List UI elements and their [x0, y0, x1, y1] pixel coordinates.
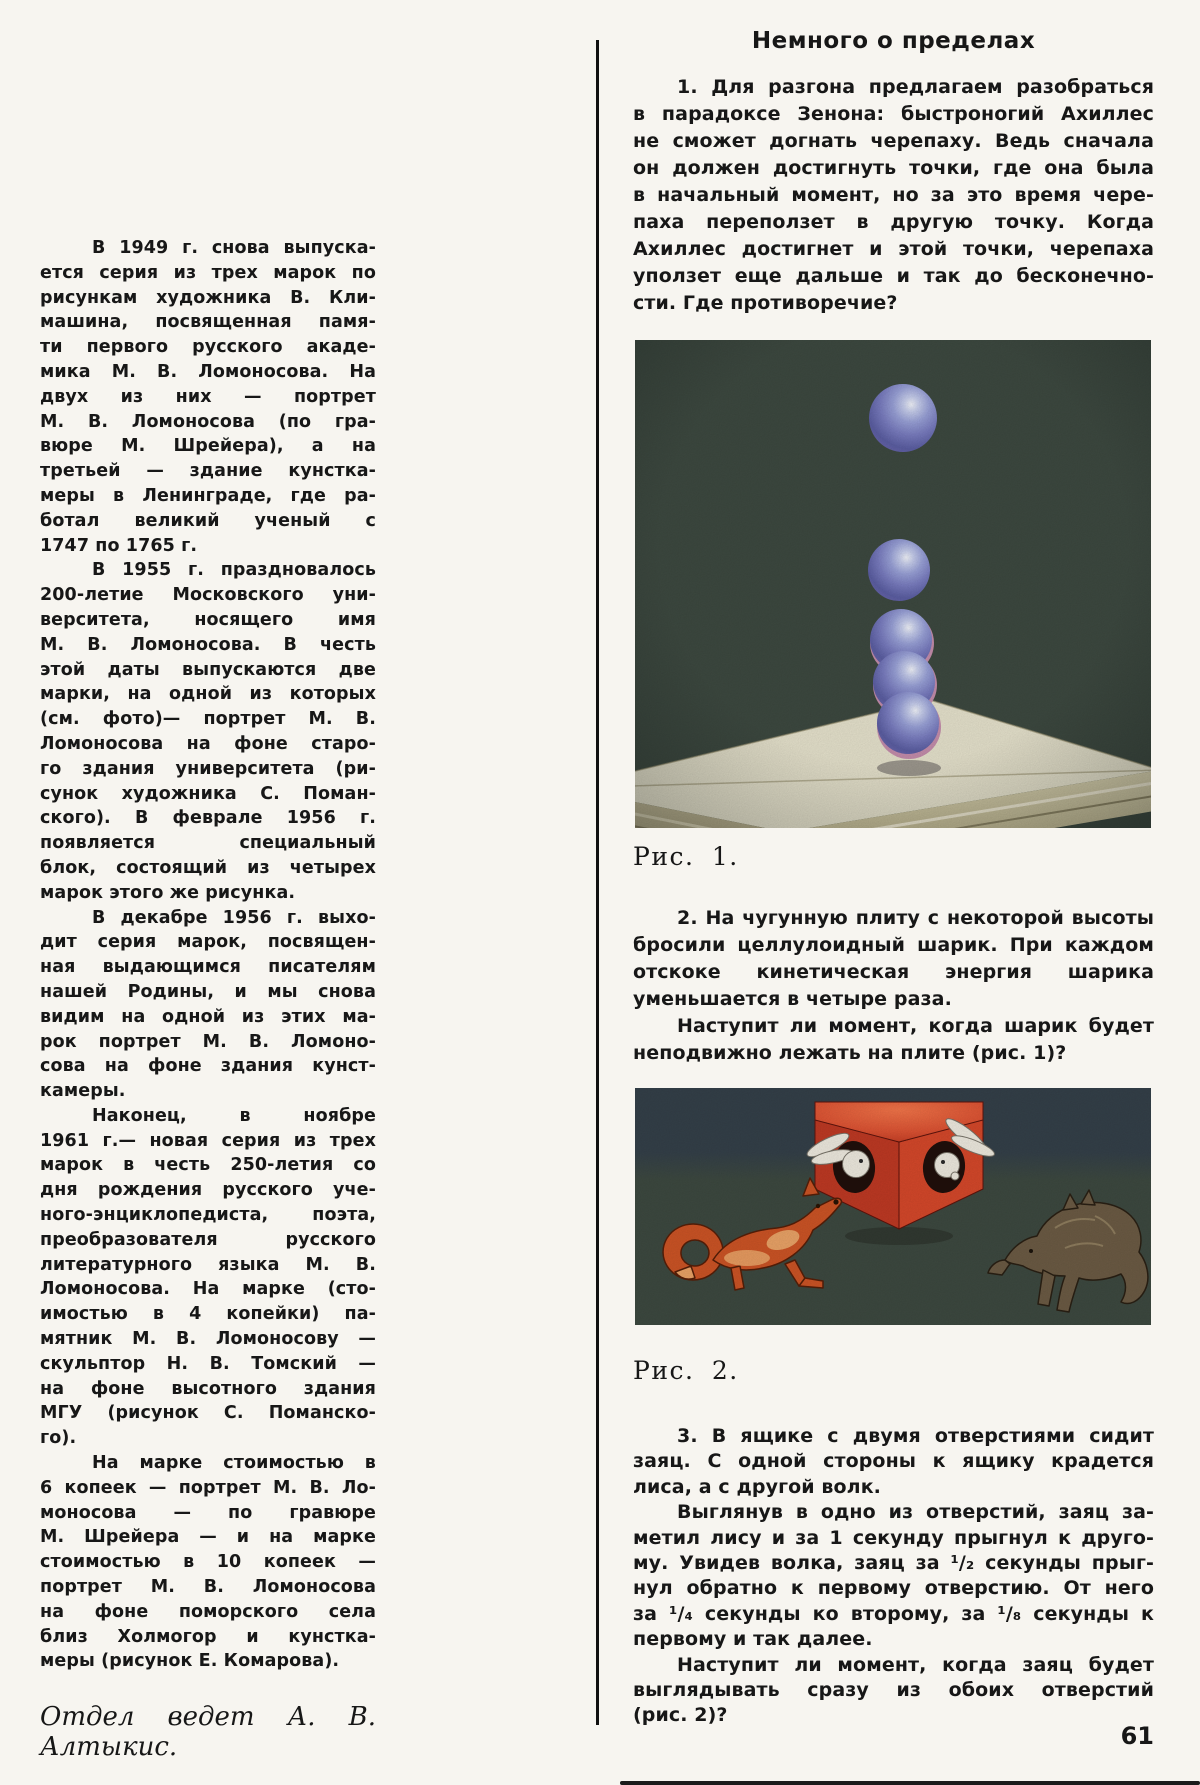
figure-2-illustration	[633, 1088, 1154, 1325]
text-line: мика М. В. Ломоносова. На	[40, 361, 376, 382]
text-line: неподвижно лежать на плите (рис. 1)?	[633, 1042, 1067, 1064]
text-line: третьей — здание кунстка-	[40, 461, 376, 482]
text-line: имостью в 4 копейки) па-	[40, 1304, 376, 1325]
problem-2-text	[633, 905, 1154, 1067]
text-line: первому и так далее.	[633, 1628, 873, 1651]
text-line: Выглянув в одно из отверстий, заяц за-	[677, 1501, 1154, 1524]
text-line: камеры.	[40, 1081, 126, 1102]
text-line: На марке стоимостью в	[92, 1453, 376, 1474]
text-line: двух из них — портрет	[40, 386, 376, 407]
text-line: вюре М. Шрейера), а на	[40, 436, 376, 457]
text-line: появляется специальный	[40, 833, 376, 854]
article-title: Немного о пределах	[751, 28, 1036, 54]
text-line: 3. В ящике с двумя отверстиями сидит	[677, 1425, 1154, 1447]
text-line: метил лису и за 1 секунду прыгнул к друго-	[633, 1526, 1154, 1549]
text-line: марок в честь 250-летия со	[40, 1155, 376, 1176]
text-line: В декабре 1956 г. выхо-	[92, 907, 376, 928]
text-line: уползет еще дальше и так до бесконечно-	[633, 265, 1154, 287]
text-line: на фоне поморского села	[40, 1601, 376, 1622]
text-line: меры (рисунок Е. Комарова).	[40, 1651, 340, 1672]
text-line: го здания университета (ри-	[40, 758, 376, 779]
text-line: скульптор Н. В. Томский —	[40, 1353, 376, 1374]
text-line: ботал великий ученый с	[40, 510, 376, 531]
text-line: (рис. 2)?	[633, 1704, 728, 1727]
text-line: В 1949 г. снова выпуска-	[92, 238, 376, 258]
text-line: сти. Где противоречие?	[633, 292, 898, 314]
text-line: го).	[40, 1428, 77, 1449]
text-line: близ Холмогор и кунстка-	[40, 1626, 376, 1647]
text-line: Ломоносова. На марке (сто-	[40, 1279, 376, 1300]
department-credit: Отдел ведет А. В. Алтыкис.	[40, 1702, 376, 1762]
text-line: литературного языка М. В.	[40, 1254, 376, 1275]
text-line: этой даты выпускаются две	[40, 659, 376, 680]
text-line: мятник М. В. Ломоносову —	[40, 1329, 376, 1350]
paragraph	[633, 905, 1154, 1013]
text-line: сова на фоне здания кунст-	[40, 1056, 376, 1077]
paragraph	[40, 1451, 376, 1674]
text-line: блок, состоящий из четырех	[40, 857, 376, 878]
text-line: 1. Для разгона предлагаем разобраться	[677, 76, 1154, 98]
text-line: меры в Ленинграде, где ра-	[40, 485, 376, 506]
text-line: (см. фото)— портрет М. В.	[40, 709, 376, 730]
text-line: отскоке кинетическая энергия шарика	[633, 961, 1154, 983]
text-line: 2. На чугунную плиту с некоторой высоты	[677, 907, 1154, 929]
text-line: М. В. Ломоносова (по гра-	[40, 411, 376, 432]
paragraph	[633, 1424, 1154, 1500]
text-line: дит серия марок, посвящен-	[40, 932, 376, 953]
text-line: М. В. Ломоносова. В честь	[40, 634, 376, 655]
text-line: Ломоносова на фоне старо-	[40, 733, 376, 754]
text-line: портрет М. В. Ломоносова	[40, 1577, 376, 1598]
text-line: Ахиллес достигнет и этой точки, черепаха	[633, 238, 1154, 260]
paragraph	[633, 1500, 1154, 1652]
text-line: он должен достигнуть точки, где она была	[633, 157, 1154, 179]
text-line: дня рождения русского уче-	[40, 1180, 376, 1201]
text-line: 1747 по 1765 г.	[40, 535, 198, 556]
text-line: В 1955 г. праздновалось	[92, 560, 376, 581]
text-line: паха переползет в другую точку. Когда	[633, 211, 1154, 233]
bouncing-ball-image	[635, 340, 1151, 828]
text-line: му. Увидев волка, заяц за ¹/₂ секунды прыг-	[633, 1552, 1154, 1575]
text-line: 6 копеек — портрет М. В. Ло-	[40, 1477, 376, 1498]
right-column	[633, 0, 1154, 1785]
text-line: 200-летие Московского уни-	[40, 585, 376, 606]
left-column-text	[40, 236, 376, 1674]
paragraph	[633, 74, 1154, 317]
text-line: рисункам художника В. Кли-	[40, 287, 376, 308]
text-line: сунок художника С. Поман-	[40, 783, 376, 804]
problem-1-text	[633, 74, 1154, 317]
paragraph	[633, 1013, 1154, 1067]
text-line: ется серия из трех марок по	[40, 262, 376, 283]
text-line: Наступит ли момент, когда шарик будет	[677, 1015, 1154, 1037]
text-line: преобразователя русского	[40, 1229, 376, 1250]
text-line: заяц. С одной стороны к ящику крадется	[633, 1450, 1154, 1473]
text-line: стоимостью в 10 копеек —	[40, 1552, 376, 1573]
text-line: 1961 г.— новая серия из трех	[40, 1130, 376, 1151]
figure-1-caption: Рис. 1.	[633, 842, 739, 871]
text-line: уменьшается в четыре раза.	[633, 988, 952, 1010]
problem-3-text	[633, 1424, 1154, 1729]
text-line: нашей Родины, и мы снова	[40, 981, 376, 1002]
text-line: марки, на одной из которых	[40, 684, 376, 705]
text-line: не сможет догнать черепаху. Ведь сначала	[633, 130, 1154, 152]
page-number: 61	[1120, 1722, 1154, 1750]
paragraph	[40, 1104, 376, 1451]
text-line: выглядывать сразу из обоих отверстий	[633, 1679, 1154, 1702]
text-line: в парадоксе Зенона: быстроногий Ахиллес	[633, 103, 1154, 125]
figure-2-caption: Рис. 2.	[633, 1356, 739, 1385]
text-line: на фоне высотного здания	[40, 1378, 376, 1399]
text-line: ная выдающимся писателям	[40, 957, 376, 978]
text-line: машина, посвященная памя-	[40, 312, 376, 333]
text-line: ти первого русского акаде-	[40, 337, 376, 358]
text-line: ного-энциклопедиста, поэта,	[40, 1205, 376, 1226]
hare-box-fox-wolf-image	[635, 1088, 1151, 1325]
text-line: МГУ (рисунок С. Поманско-	[40, 1403, 376, 1424]
text-line: лиса, а с другой волк.	[633, 1475, 882, 1498]
text-line: Наконец, в ноябре	[92, 1105, 376, 1126]
text-line: марок этого же рисунка.	[40, 882, 296, 903]
paragraph	[40, 906, 376, 1104]
text-line: за ¹/₄ секунды ко второму, за ¹/₈ секунды к	[633, 1602, 1154, 1625]
text-line: рок портрет М. В. Ломоно-	[40, 1031, 376, 1052]
paragraph	[40, 236, 376, 558]
text-line: в начальный момент, но за это время чере-	[633, 184, 1154, 206]
text-line: видим на одной из этих ма-	[40, 1006, 376, 1027]
scan-edge-artifact	[620, 1781, 1200, 1785]
paragraph	[40, 558, 376, 905]
figure-1-illustration	[633, 340, 1154, 828]
text-line: верситета, носящего имя	[40, 609, 376, 630]
column-divider-rule	[596, 40, 599, 1725]
text-line: моносова — по гравюре	[40, 1502, 376, 1523]
text-line: бросили целлулоидный шарик. При каждом	[633, 934, 1154, 956]
text-line: ского). В феврале 1956 г.	[40, 808, 376, 829]
text-line: нул обратно к первому отверстию. От него	[633, 1577, 1154, 1600]
text-line: М. Шрейера — и на марке	[40, 1527, 376, 1548]
paragraph	[633, 1653, 1154, 1729]
text-line: Наступит ли момент, когда заяц будет	[677, 1653, 1154, 1676]
